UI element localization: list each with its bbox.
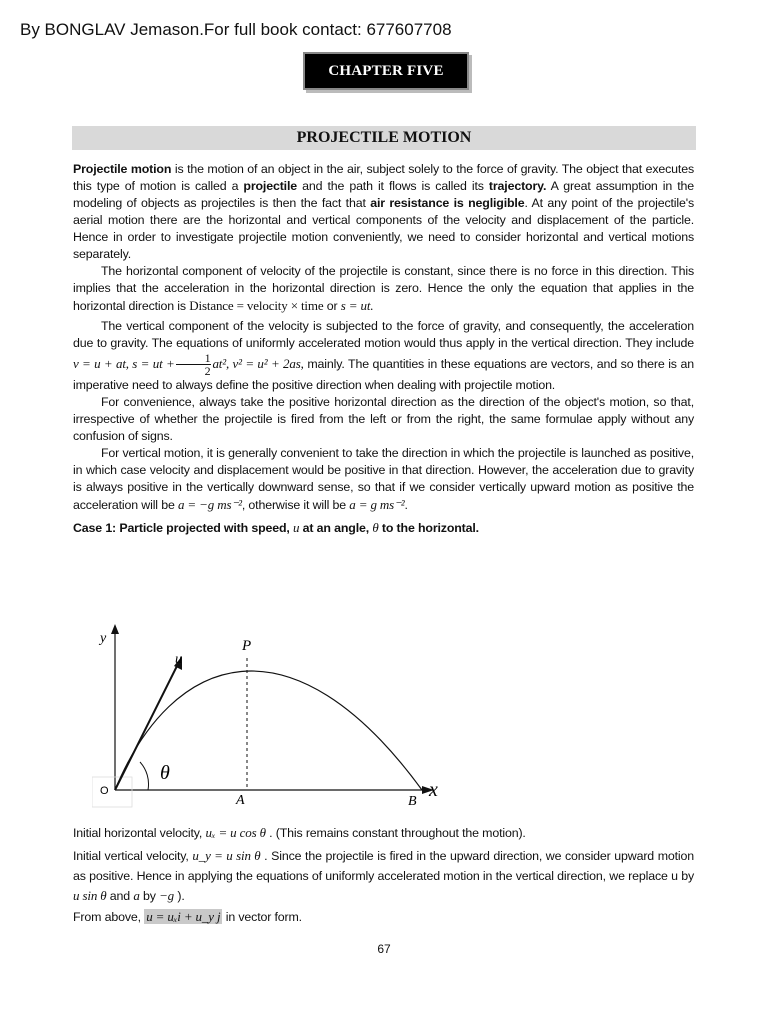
u-label: u	[175, 652, 182, 667]
paragraph-vertical-sign: For vertical motion, it is generally convenient to take the direction in which the projectile is launched as positive, in which case velocity and displacement would be positive in that direction. However, the acceleration due to gravity is always positive in the vertically downward sense, so that if we consider vertically upward motion as positive the acceleration will be a = −g ms⁻², otherwise it will be a = g ms⁻².	[73, 446, 694, 512]
paragraph-horizontal: The horizontal component of velocity of the projectile is constant, since there is no force in this direction. This implies that the acceleration in the horizontal direction is zero. Hence the only the equation that applies in the horizontal direction is Distance = velocity × time or s = ut.	[73, 264, 694, 313]
theta-label: θ	[160, 762, 170, 784]
origin-box	[92, 777, 132, 807]
author-contact-header: By BONGLAV Jemason.For full book contact: 677607708	[20, 20, 452, 39]
component-text	[73, 822, 694, 928]
case-1-heading: Case 1: Particle projected with speed, u at an angle, θ to the horizontal.	[73, 520, 479, 535]
main-text	[73, 161, 694, 537]
y-axis-arrow	[111, 624, 119, 634]
chapter-title: CHAPTER FIVE	[303, 52, 469, 90]
p-label: P	[242, 638, 252, 654]
angle-arc	[140, 762, 149, 790]
fraction-half: $\frac{1}{2}$	[176, 352, 212, 377]
x-label: x	[429, 779, 438, 801]
projectile-diagram	[92, 622, 452, 814]
paragraph-intro: Projectile motion is the motion of an object in the air, subject solely to the force of gravity. The object that executes this type of motion is called a projectile and the path it flows is called its trajectory. A great assumption in the modeling of objects as projectiles is then the fact that air resistance is negligible. At any point of the projectile's aerial motion there are the horizontal and vertical components of the velocity and displacement of the particle. Hence in order to investigate projectile motion conveniently, we need to consider horizontal and vertical motions separately.	[73, 162, 695, 261]
a-label: A	[236, 793, 245, 808]
vertical-velocity-line: Initial vertical velocity, u_y = u sin θ . Since the projectile is fired in the upward direction, we consider upward motion as positive. Hence in applying the equations of uniformly accelerated motion in the vertical direction, we replace u by u sin θ and a by −g ).	[73, 848, 694, 903]
paragraph-vertical: The vertical component of the velocity is subjected to the force of gravity, and consequently, the acceleration due to gravity. The equations of uniformly accelerated motion would thus apply in the vertical direction. They include v = u + at, s = ut + $\frac{1}{2}$ at², v² = u² + 2as, mainly. The quantities in these equations are vectors, and so there is an imperative need to always define the positive direction when dealing with projectile motion.	[73, 319, 694, 392]
origin-label: O	[100, 785, 109, 797]
section-title: PROJECTILE MOTION	[72, 126, 696, 150]
y-label: y	[100, 631, 107, 646]
paragraph-convenience: For convenience, always take the positive horizontal direction as the direction of the object's motion, so that, irrespective of whether the projectile is fired from the left or from the right, the same formulae apply without any confusion of signs.	[73, 395, 694, 443]
b-label: B	[408, 794, 417, 809]
vector-equation-highlight: u = uₓi + u_y j	[146, 909, 221, 924]
page-number: 67	[377, 942, 391, 956]
horizontal-velocity-line: Initial horizontal velocity, uₓ = u cos θ . (This remains constant throughout the motion).	[73, 825, 526, 840]
vector-form-line: From above, u = uₓi + u_y j in vector form.	[73, 909, 302, 924]
